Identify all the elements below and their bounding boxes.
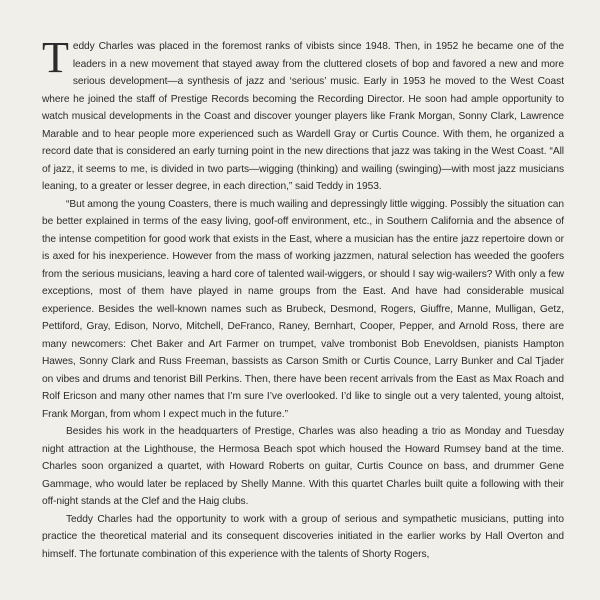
- paragraph-2: “But among the young Coasters, there is much wailing and depressingly little wigging. Possibly the situation can be better explained in terms of the easy living, goof-off environment, etc., in Southern California and the absence of the intense competition for good work that exists in the East, where a musician has the entire jazz repertoire down or is axed for his inexperience. However from the mass of working jazzmen, natural selection has weeded the goofers from the serious musicians, leaving a hard core of talented wail-wiggers, or should I say wig-wailers? With only a few exceptions, most of them have played in name groups from the East. And have had considerable musical experience. Besides the well-known names such as Brubeck, Desmond, Rogers, Giuffre, Manne, Mulligan, Getz, Pettiford, Gray, Edison, Norvo, Mitchell, DeFranco, Raney, Bernhart, Cooper, Pepper, and Arnold Ross, there are many newcomers: Chet Baker and Art Farmer on trumpet, valve trombonist Bob Enevoldsen, pianists Hampton Hawes, Sonny Clark and Russ Freeman, bassists as Carson Smith or Curtis Counce, Larry Bunker and Cal Tjader on vibes and drums and tenorist Bill Perkins. Then, there have been recent arrivals from the East as Max Roach and Rolf Ericson and many other names that I’m sure I’ve overlooked. I’d like to single out a very talented, young altoist, Frank Morgan, from whom I expect much in the future.”: [42, 198, 564, 420]
- paragraph-4: Teddy Charles had the opportunity to work with a group of serious and sympathetic musicians, putting into practice the theoretical material and its consequent discoveries initiated in the earlier works by Hall Overton and himself. The fortunate combination of this experience with the talents of Shorty Rogers,: [42, 513, 564, 560]
- drop-cap: T: [42, 33, 69, 82]
- paragraph-1-text: eddy Charles was placed in the foremost ranks of vibists since 1948. Then, in 1952 he became one of the leaders in a new movement that stayed away from the cluttered closets of bop and favored a new and more serious development—a synthesis of jazz and ‘serious’ music. Early in 1953 he moved to the West Coast where he joined the staff of Prestige Records becoming the Recording Director. He soon had ample opportunity to watch musical developments in the Coast and discover younger players like Frank Morgan, Sonny Clark, Lawrence Marable and to hear people more experienced such as Wardell Gray or Curtis Counce. With them, he organized a record date that is considered an early turning point in the new directions that jazz was taking in the West Coast. “All of jazz, it seems to me, is divided in two parts—wigging (thinking) and wailing (swinging)—with most jazz musicians leaning, to a greater or lesser degree, in each direction,” said Teddy in 1953.: [42, 41, 564, 192]
- paragraph-1: [42, 33, 564, 196]
- article-body: [42, 33, 564, 563]
- paragraph-3: Besides his work in the headquarters of Prestige, Charles was also heading a trio as Monday and Tuesday night attraction at the Lighthouse, the Hermosa Beach spot which housed the Howard Rumsey band at the time. Charles soon organized a quartet, with Howard Roberts on guitar, Curtis Counce on bass, and drummer Gene Gammage, who would later be replaced by Shelly Manne. With this quartet Charles built quite a following with their off-night stands at the Clef and the Haig clubs.: [42, 426, 564, 507]
